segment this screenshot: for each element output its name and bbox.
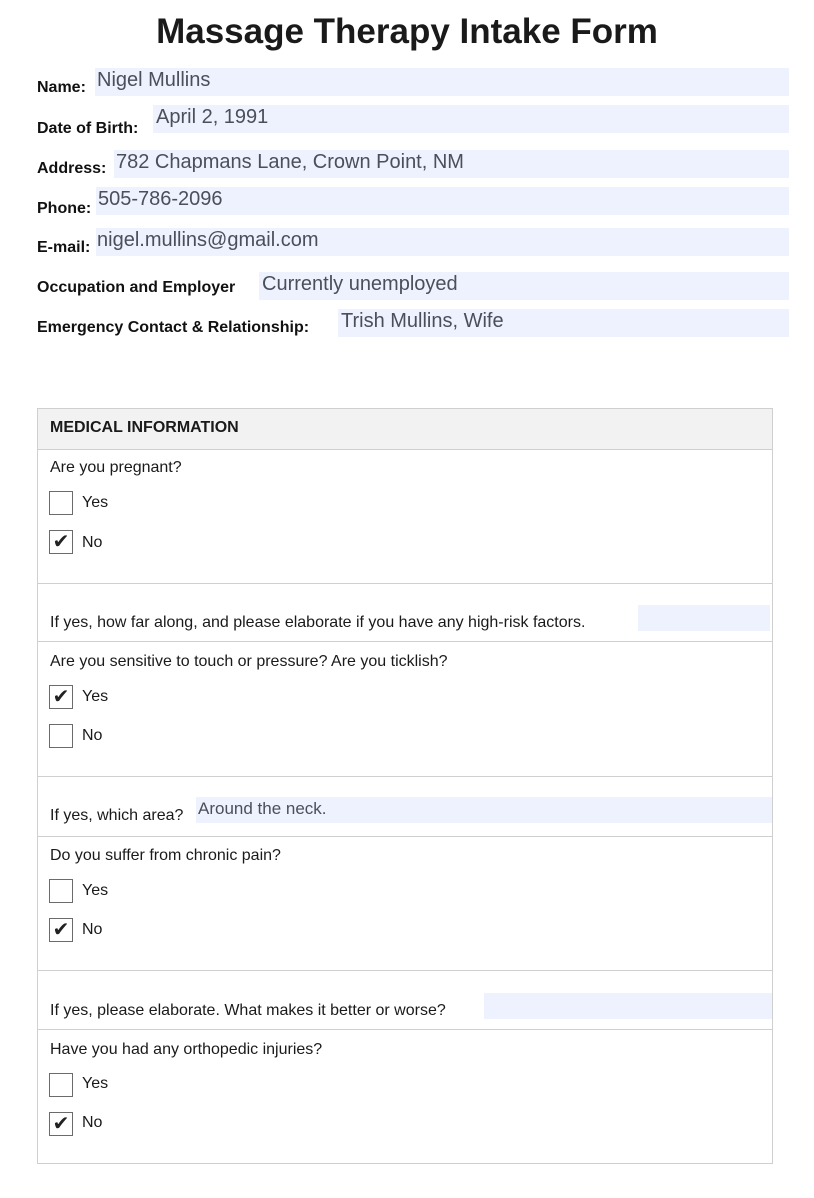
divider	[38, 836, 772, 837]
orthopedic-no-checkbox[interactable]: ✔	[49, 1112, 73, 1136]
divider	[38, 970, 772, 971]
medical-information-section	[37, 408, 773, 1164]
emergency-contact-value: Trish Mullins, Wife	[341, 310, 504, 332]
pregnant-no-checkbox[interactable]: ✔	[49, 530, 73, 554]
section-heading: MEDICAL INFORMATION	[50, 419, 239, 436]
name-field[interactable]	[95, 68, 789, 96]
phone-value: 505-786-2096	[98, 188, 223, 210]
name-value: Nigel Mullins	[97, 69, 211, 91]
divider	[38, 583, 772, 584]
sensitive-area-field[interactable]: Around the neck.	[196, 797, 772, 823]
name-label: Name:	[37, 79, 86, 96]
emergency-contact-field[interactable]	[338, 309, 789, 337]
divider	[38, 641, 772, 642]
chronic-pain-no-label: No	[82, 921, 103, 938]
divider	[38, 776, 772, 777]
pregnant-yes-label: Yes	[82, 494, 109, 511]
pregnancy-followup-field[interactable]	[638, 605, 770, 631]
question-orthopedic-injuries: Have you had any orthopedic injuries?	[50, 1041, 323, 1058]
sensitive-area-label: If yes, which area?	[50, 807, 184, 824]
dob-value: April 2, 1991	[156, 106, 269, 128]
phone-label: Phone:	[37, 200, 92, 217]
occupation-value: Currently unemployed	[262, 273, 458, 295]
phone-field[interactable]	[96, 187, 789, 215]
sensitive-no-label: No	[82, 727, 103, 744]
sensitive-yes-label: Yes	[82, 688, 109, 705]
chronic-pain-no-checkbox[interactable]: ✔	[49, 918, 73, 942]
occupation-label: Occupation and Employer	[37, 279, 236, 296]
email-label: E-mail:	[37, 239, 91, 256]
sensitive-yes-checkbox[interactable]: ✔	[49, 685, 73, 709]
orthopedic-yes-checkbox[interactable]	[49, 1073, 73, 1097]
email-field[interactable]	[96, 228, 789, 256]
page-title: Massage Therapy Intake Form	[156, 12, 658, 51]
chronic-pain-yes-checkbox[interactable]	[49, 879, 73, 903]
address-label: Address:	[37, 160, 107, 177]
email-value: nigel.mullins@gmail.com	[97, 229, 319, 251]
occupation-field[interactable]	[259, 272, 789, 300]
sensitive-no-checkbox[interactable]	[49, 724, 73, 748]
pregnant-yes-checkbox[interactable]	[49, 491, 73, 515]
orthopedic-yes-label: Yes	[82, 1075, 109, 1092]
medical-information-header	[38, 409, 772, 450]
address-field[interactable]	[114, 150, 789, 178]
chronic-pain-followup-label: If yes, please elaborate. What makes it better or worse?	[50, 1002, 446, 1019]
pregnancy-followup-label: If yes, how far along, and please elaborate if you have any high-risk factors.	[50, 614, 586, 631]
orthopedic-no-label: No	[82, 1114, 103, 1131]
dob-label: Date of Birth:	[37, 120, 139, 137]
question-sensitive-touch: Are you sensitive to touch or pressure? Are you ticklish?	[50, 653, 448, 670]
emergency-contact-label: Emergency Contact & Relationship:	[37, 319, 310, 336]
address-value: 782 Chapmans Lane, Crown Point, NM	[116, 151, 464, 173]
divider	[38, 1029, 772, 1030]
question-chronic-pain: Do you suffer from chronic pain?	[50, 847, 281, 864]
question-pregnant: Are you pregnant?	[50, 459, 182, 476]
pregnant-no-label: No	[82, 534, 103, 551]
dob-field[interactable]	[153, 105, 789, 133]
chronic-pain-yes-label: Yes	[82, 882, 109, 899]
chronic-pain-followup-field[interactable]	[484, 993, 772, 1019]
